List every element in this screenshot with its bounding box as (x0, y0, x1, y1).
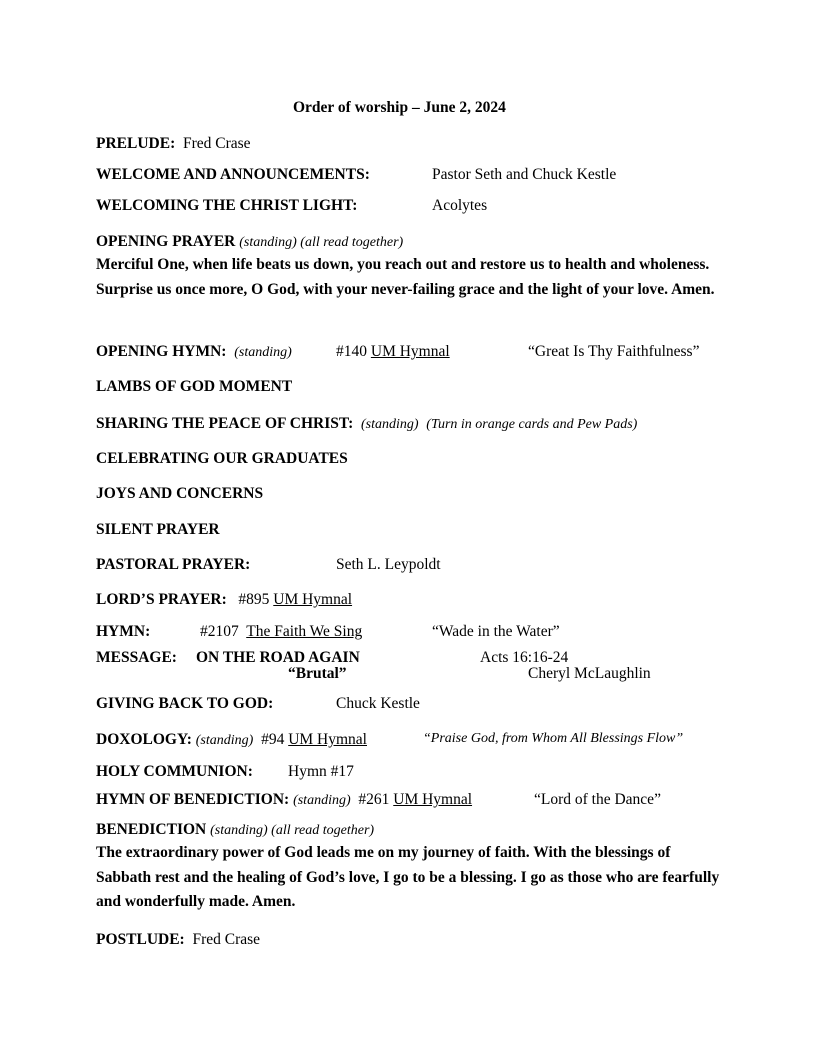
doxology-book: UM Hymnal (288, 731, 367, 748)
communion-label: HOLY COMMUNION: (96, 763, 253, 780)
doxology-number: #94 (261, 731, 285, 748)
giving-value: Chuck Kestle (336, 695, 420, 712)
benediction-hymn-book: UM Hymnal (393, 791, 473, 808)
christ-light-label: WELCOMING THE CHRIST LIGHT: (96, 197, 358, 214)
welcome-value: Pastor Seth and Chuck Kestle (432, 166, 617, 183)
silent-prayer-label: SILENT PRAYER (96, 521, 220, 538)
page-title: Order of worship – June 2, 2024 (293, 99, 506, 116)
postlude-row (96, 930, 260, 949)
message-subtitle: “Brutal” (288, 665, 347, 682)
doxology-note: (standing) (195, 733, 254, 748)
opening-hymn-ref (336, 342, 450, 361)
benediction-label: BENEDICTION (96, 821, 207, 838)
benediction-hymn-note: (standing) (293, 793, 351, 808)
opening-hymn-number: #140 (336, 343, 367, 360)
peace-row (96, 414, 637, 434)
benediction-hymn-row (96, 790, 472, 810)
message-title: ON THE ROAD AGAIN (196, 649, 360, 666)
message-label: MESSAGE: (96, 649, 177, 666)
peace-label: SHARING THE PEACE OF CHRIST: (96, 415, 354, 432)
hymn-book: The Faith We Sing (246, 623, 363, 640)
benediction-hymn-label: HYMN OF BENEDICTION: (96, 791, 290, 808)
prelude-name: Fred Crase (182, 135, 251, 152)
hymn-number: #2107 (200, 623, 239, 640)
message-speaker: Cheryl McLaughlin (528, 665, 651, 682)
graduates-label: CELEBRATING OUR GRADUATES (96, 450, 348, 467)
lambs-label: LAMBS OF GOD MOMENT (96, 378, 293, 395)
opening-hymn-title: “Great Is Thy Faithfulness” (528, 343, 700, 360)
benediction-hymn-title: “Lord of the Dance” (534, 791, 661, 808)
prelude-row (96, 134, 251, 153)
welcome-label: WELCOME AND ANNOUNCEMENTS: (96, 166, 370, 183)
opening-prayer-label: OPENING PRAYER (96, 233, 236, 250)
hymn-label: HYMN: (96, 623, 151, 640)
communion-value: Hymn #17 (288, 763, 354, 780)
lords-prayer-label: LORD’S PRAYER: (96, 591, 227, 608)
peace-note-standing: (standing) (360, 417, 419, 432)
doxology-row (96, 730, 367, 750)
peace-note-cards: (Turn in orange cards and Pew Pads) (426, 417, 638, 432)
opening-prayer-text: Merciful One, when life beats us down, you reach out and restore us to health and wholeness. Surprise us once more, O God, with your never-failing grace and the light of your love. Amen. (96, 256, 715, 298)
opening-prayer-note: (standing) (all read together) (239, 235, 404, 250)
opening-hymn-note: (standing) (234, 345, 292, 360)
benediction-note: (standing) (all read together) (210, 823, 375, 838)
hymn-title: “Wade in the Water” (432, 623, 560, 640)
message-scripture: Acts 16:16-24 (480, 649, 569, 666)
prelude-label: PRELUDE: (96, 135, 176, 152)
opening-hymn-book: UM Hymnal (370, 343, 450, 360)
opening-hymn-heading (96, 342, 292, 362)
doxology-title: “Praise God, from Whom All Blessings Flow” (423, 731, 684, 746)
doxology-label: DOXOLOGY: (96, 731, 192, 748)
opening-prayer-heading (96, 232, 403, 252)
lords-prayer-book: UM Hymnal (273, 591, 353, 608)
benediction-heading (96, 820, 374, 840)
giving-label: GIVING BACK TO GOD: (96, 695, 274, 712)
benediction-hymn-number: #261 (358, 791, 390, 808)
pastoral-prayer-label: PASTORAL PRAYER: (96, 556, 251, 573)
benediction-text: The extraordinary power of God leads me on my journey of faith. With the blessings of Sabbath rest and the healing of God’s love, I go to be a blessing. I go as those who are fearfully and wonderfully made. Amen. (96, 844, 720, 910)
lords-prayer-row (96, 590, 352, 609)
christ-light-value: Acolytes (432, 197, 488, 214)
pastoral-prayer-value: Seth L. Leypoldt (336, 556, 441, 573)
joys-label: JOYS AND CONCERNS (96, 485, 264, 502)
postlude-label: POSTLUDE: (96, 931, 185, 948)
postlude-name: Fred Crase (192, 931, 261, 948)
opening-hymn-label: OPENING HYMN: (96, 343, 227, 360)
lords-prayer-number: #895 (238, 591, 270, 608)
hymn-ref (200, 622, 362, 641)
